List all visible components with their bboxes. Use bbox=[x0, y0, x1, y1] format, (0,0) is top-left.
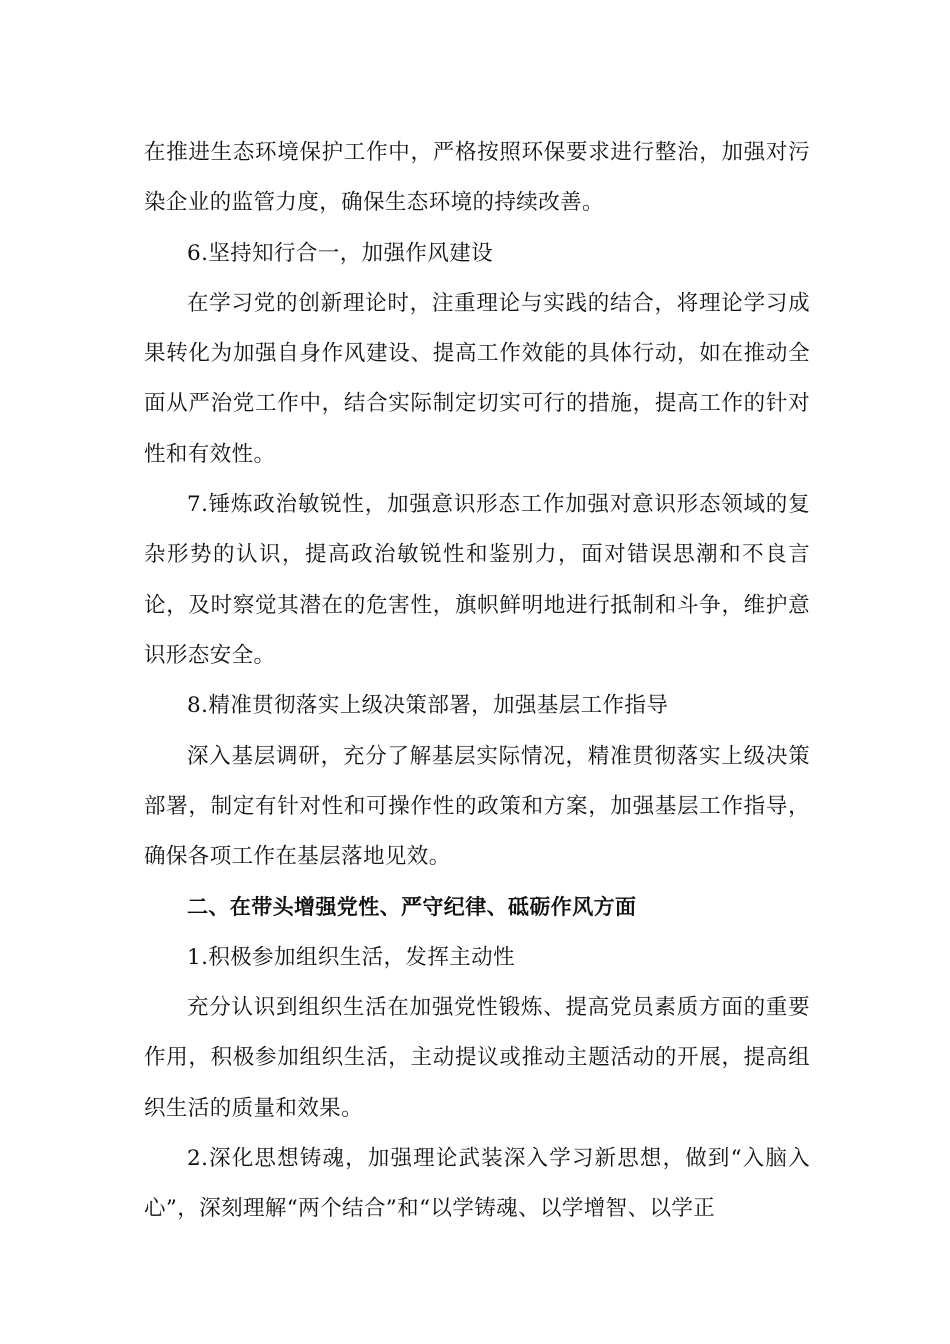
document-body bbox=[144, 128, 810, 1235]
paragraph-continued: 在推进生态环境保护工作中，严格按照环保要求进行整治，加强对污染企业的监管力度，确保生态环境的持续改善。 bbox=[144, 140, 810, 216]
paragraph-6-body: 在学习党的创新理论时，注重理论与实践的结合，将理论学习成果转化为加强自身作风建设、提高工作效能的具体行动，如在推动全面从严治党工作中，结合实际制定切实可行的措施，提高工作的针对性和有效性。 bbox=[144, 290, 810, 467]
paragraph-2-2: 2.深化思想铸魂，加强理论武装深入学习新思想，做到“入脑入心”，深刻理解“两个结合”和“以学铸魂、以学增智、以学正 bbox=[144, 1145, 810, 1222]
paragraph-7: 7.锤炼政治敏锐性，加强意识形态工作加强对意识形态领域的复杂形势的认识，提高政治敏锐性和鉴别力，面对错误思潮和不良言论，及时察觉其潜在的危害性，旗帜鲜明地进行抵制和斗争，维护意识形态安全。 bbox=[144, 492, 810, 668]
subheading-6: 6.坚持知行合一，加强作风建设 bbox=[187, 240, 494, 266]
paragraph-2-1-body: 充分认识到组织生活在加强党性锻炼、提高党员素质方面的重要作用，积极参加组织生活，主动提议或推动主题活动的开展，提高组织生活的质量和效果。 bbox=[144, 995, 810, 1121]
subheading-2-1: 1.积极参加组织生活，发挥主动性 bbox=[187, 944, 515, 970]
section-heading-2: 二、在带头增强党性、严守纪律、砥砺作风方面 bbox=[187, 895, 637, 920]
subheading-8: 8.精准贯彻落实上级决策部署，加强基层工作指导 bbox=[187, 693, 669, 719]
paragraph-8-body: 深入基层调研，充分了解基层实际情况，精准贯彻落实上级决策部署，制定有针对性和可操作性的政策和方案，加强基层工作指导，确保各项工作在基层落地见效。 bbox=[144, 743, 810, 870]
